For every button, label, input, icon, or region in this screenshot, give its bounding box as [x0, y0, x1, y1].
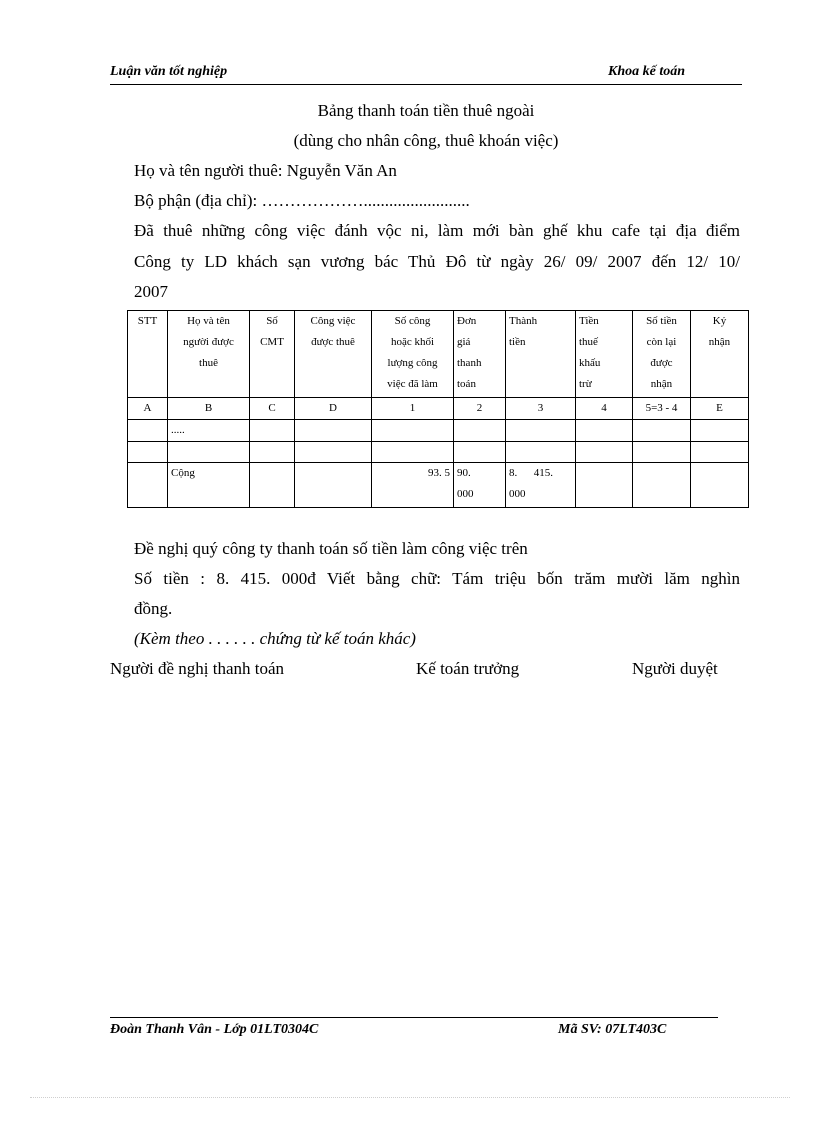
header-unit-price: Đơn giá thanh toán [454, 311, 506, 398]
table-total-row [128, 463, 749, 508]
total-amount: 8. 415. 000 [506, 463, 576, 508]
code-cell: C [250, 398, 295, 420]
header-amount: Thành tiền [506, 311, 576, 398]
header-quantity: Số công hoặc khối lượng công việc đã làm [372, 311, 454, 398]
footer-author: Đoàn Thanh Vân - Lớp 01LT0304C [110, 1022, 319, 1037]
signature-chief-accountant: Kế toán trưởng [416, 659, 520, 678]
code-cell: B [168, 398, 250, 420]
total-unit-price: 90. 000 [454, 463, 506, 508]
renter-name: Họ và tên người thuê: Nguyễn Văn An [134, 161, 397, 180]
code-cell: 1 [372, 398, 454, 420]
page-bottom-dotted-line [30, 1097, 790, 1098]
work-description-line-2: Công ty LD khách sạn vương bác Thủ Đô từ ngày 26/ 09/ 2007 đến 12/ 10/ [134, 252, 740, 271]
code-cell: D [295, 398, 372, 420]
code-cell: A [128, 398, 168, 420]
document-title: Bảng thanh toán tiền thuê ngoài [317, 101, 535, 120]
total-label: Cộng [168, 463, 250, 508]
amount-in-words-line-2: đồng. [134, 599, 173, 618]
department-address: Bộ phận (địa chỉ): ………………......................... [134, 191, 470, 210]
total-quantity: 93. 5 [372, 463, 454, 508]
work-description-line-3: 2007 [134, 282, 168, 301]
signature-approver: Người duyệt [632, 659, 718, 678]
header-department-label: Khoa kế toán [608, 64, 686, 79]
table-row [128, 420, 749, 442]
table-row [128, 442, 749, 463]
amount-in-words-line-1: Số tiền : 8. 415. 000đ Viết bằng chữ: Tám triệu bốn trăm mười lăm nghìn [134, 569, 740, 588]
code-cell: 4 [576, 398, 633, 420]
code-cell: 2 [454, 398, 506, 420]
code-cell: 3 [506, 398, 576, 420]
footer-divider [110, 1017, 718, 1018]
code-cell: E [691, 398, 749, 420]
payment-request: Đề nghị quý công ty thanh toán số tiền làm công việc trên [134, 539, 528, 558]
header-signature: Ký nhận [691, 311, 749, 398]
header-stt: STT [128, 311, 168, 398]
row-dots: ..... [168, 420, 250, 442]
payment-table [127, 310, 749, 508]
header-id-card: Số CMT [250, 311, 295, 398]
signature-requester: Người đề nghị thanh toán [110, 659, 285, 678]
header-job: Công việc được thuê [295, 311, 372, 398]
code-cell: 5=3 - 4 [633, 398, 691, 420]
header-thesis-label: Luận văn tốt nghiệp [110, 64, 228, 79]
attachment-note: (Kèm theo . . . . . . chứng từ kế toán khác) [134, 629, 416, 648]
table-header-row [128, 311, 749, 398]
header-remaining: Số tiền còn lại được nhận [633, 311, 691, 398]
header-divider [110, 84, 742, 85]
table-code-row [128, 398, 749, 420]
footer-student-id: Mã SV: 07LT403C [558, 1022, 667, 1037]
header-name: Họ và tên người được thuê [168, 311, 250, 398]
work-description-line-1: Đã thuê những công việc đánh vộc ni, làm mới bàn ghế khu cafe tại địa điểm [134, 221, 740, 240]
document-subtitle: (dùng cho nhân công, thuê khoán việc) [293, 131, 559, 150]
header-tax-deducted: Tiền thuế khấu trừ [576, 311, 633, 398]
